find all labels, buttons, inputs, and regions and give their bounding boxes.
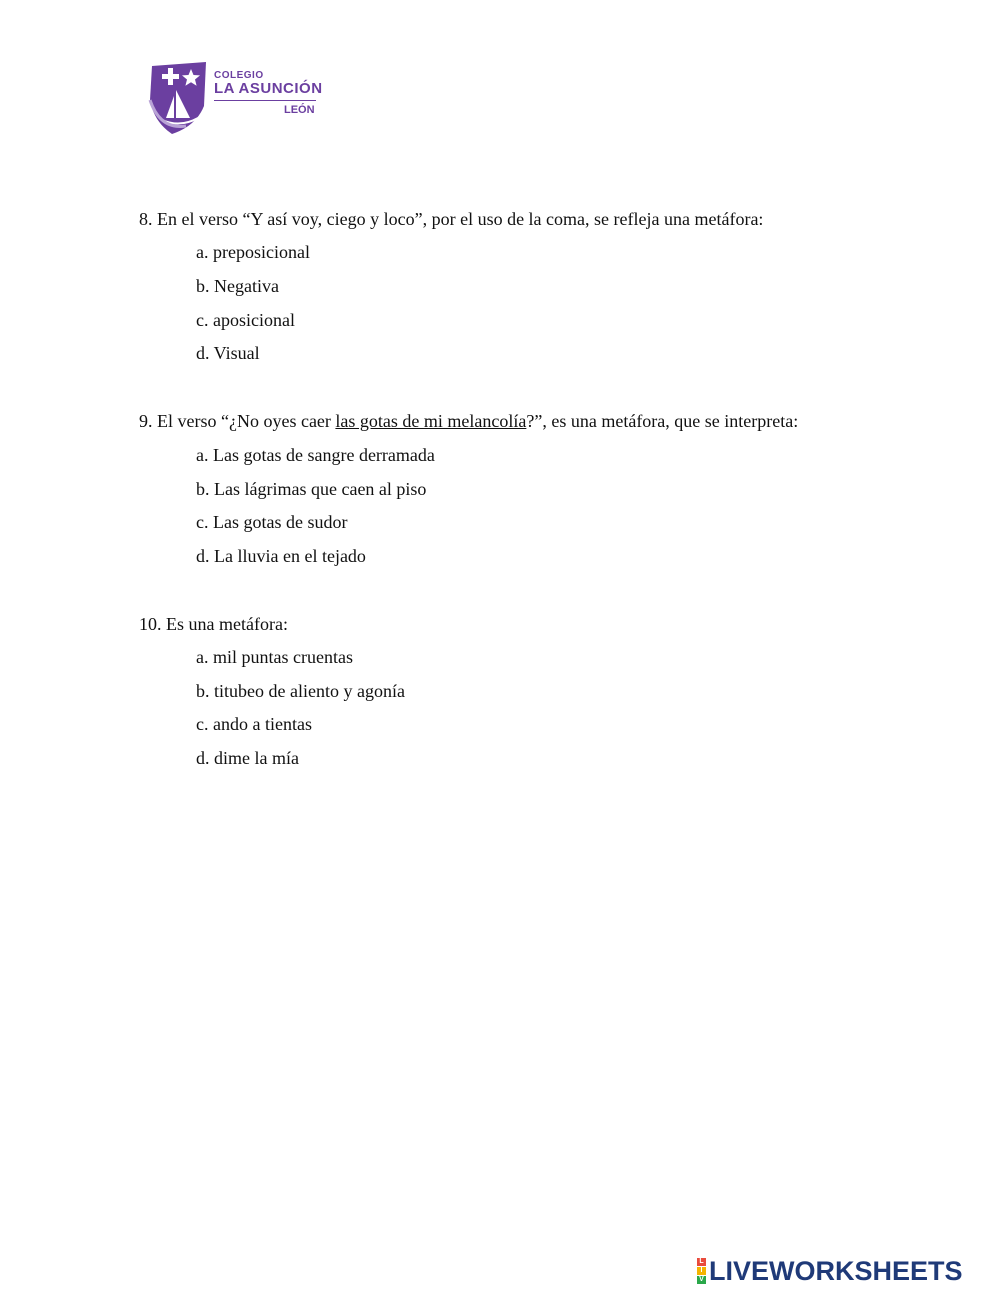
question-10-option-a[interactable]: a. mil puntas cruentas	[196, 647, 353, 667]
question-8-option-d[interactable]: d. Visual	[196, 343, 260, 363]
brand-cube-v: V	[697, 1276, 706, 1284]
question-8: 8. En el verso “Y así voy, ciego y loco”, por el uso de la coma, se refleja una metáfora:	[139, 209, 764, 229]
logo-line-name: LA ASUNCIÓN	[214, 80, 323, 97]
question-9-underlined: las gotas de mi melancolía	[335, 411, 527, 431]
school-crest-icon	[146, 60, 212, 136]
question-9-suffix: ?”, es una metáfora, que se interpreta:	[526, 411, 799, 431]
question-9-option-b[interactable]: b. Las lágrimas que caen al piso	[196, 479, 427, 499]
brand-text: LIVEWORKSHEETS	[709, 1255, 963, 1286]
question-9-option-c[interactable]: c. Las gotas de sudor	[196, 512, 348, 532]
question-8-option-a[interactable]: a. preposicional	[196, 242, 310, 262]
question-9	[139, 410, 798, 432]
question-10-option-d[interactable]: d. dime la mía	[196, 748, 299, 768]
question-9-option-a[interactable]: a. Las gotas de sangre derramada	[196, 445, 435, 465]
question-10: 10. Es una metáfora:	[139, 614, 288, 634]
question-10-option-b[interactable]: b. titubeo de aliento y agonía	[196, 681, 405, 701]
question-9-prefix: 9. El verso “¿No oyes caer	[139, 411, 336, 431]
logo-line-city: LEÓN	[284, 104, 315, 116]
logo-rule	[214, 100, 316, 101]
question-8-option-b[interactable]: b. Negativa	[196, 276, 279, 296]
school-logo	[146, 60, 326, 138]
brand-cube-i: I	[697, 1267, 706, 1275]
brand-cube-l: L	[697, 1258, 706, 1266]
question-10-option-c[interactable]: c. ando a tientas	[196, 714, 312, 734]
question-8-option-c[interactable]: c. aposicional	[196, 310, 295, 330]
logo-line-colegio: COLEGIO	[214, 70, 264, 81]
liveworksheets-brand	[697, 1256, 963, 1286]
brand-cubes-icon	[697, 1258, 706, 1284]
question-9-option-d[interactable]: d. La lluvia en el tejado	[196, 546, 366, 566]
